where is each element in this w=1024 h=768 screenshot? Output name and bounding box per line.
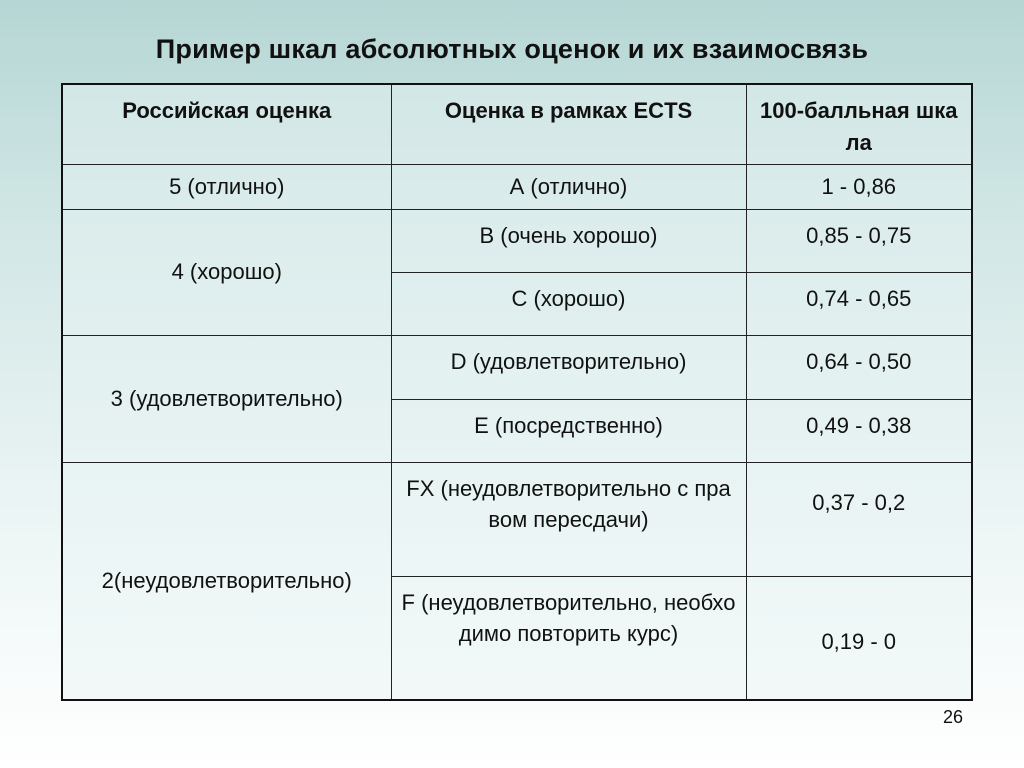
ects-grade-cell: F (неудовлетворительно, необходимо повторить курс) [391, 576, 746, 700]
table-header-row [62, 84, 972, 164]
score-range-cell: 0,19 - 0 [746, 576, 972, 700]
grade-scale-table [61, 83, 973, 701]
score-range-cell: 1 - 0,86 [746, 164, 972, 209]
ects-grade-cell: В (очень хорошо) [391, 209, 746, 272]
score-range-cell: 0,49 - 0,38 [746, 399, 972, 462]
score-range-cell: 0,37 - 0,2 [746, 462, 972, 576]
table-row [62, 209, 972, 272]
table-row [62, 164, 972, 209]
russian-grade-cell: 3 (удовлетворительно) [62, 335, 391, 462]
header-100-point-scale: 100-балльная шкала [746, 84, 972, 164]
ects-grade-cell: D (удовлетворительно) [391, 335, 746, 399]
score-range-cell: 0,74 - 0,65 [746, 272, 972, 335]
ects-grade-cell: С (хорошо) [391, 272, 746, 335]
ects-grade-cell: А (отлично) [391, 164, 746, 209]
russian-grade-cell: 5 (отлично) [62, 164, 391, 209]
slide-title: Пример шкал абсолютных оценок и их взаимосвязь [155, 34, 869, 64]
ects-grade-cell: FX (неудовлетворительно с правом пересдачи) [391, 462, 746, 576]
header-ects-grade: Оценка в рамках ECTS [391, 84, 746, 164]
ects-grade-cell: E (посредственно) [391, 399, 746, 462]
page-number: 26 [942, 707, 963, 727]
table-row [62, 335, 972, 399]
score-range-cell: 0,85 - 0,75 [746, 209, 972, 272]
header-russian-grade: Российская оценка [62, 84, 391, 164]
score-range-cell: 0,64 - 0,50 [746, 335, 972, 399]
russian-grade-cell: 4 (хорошо) [62, 209, 391, 335]
table-row [62, 462, 972, 576]
russian-grade-cell: 2(неудовлетворительно) [62, 462, 391, 700]
